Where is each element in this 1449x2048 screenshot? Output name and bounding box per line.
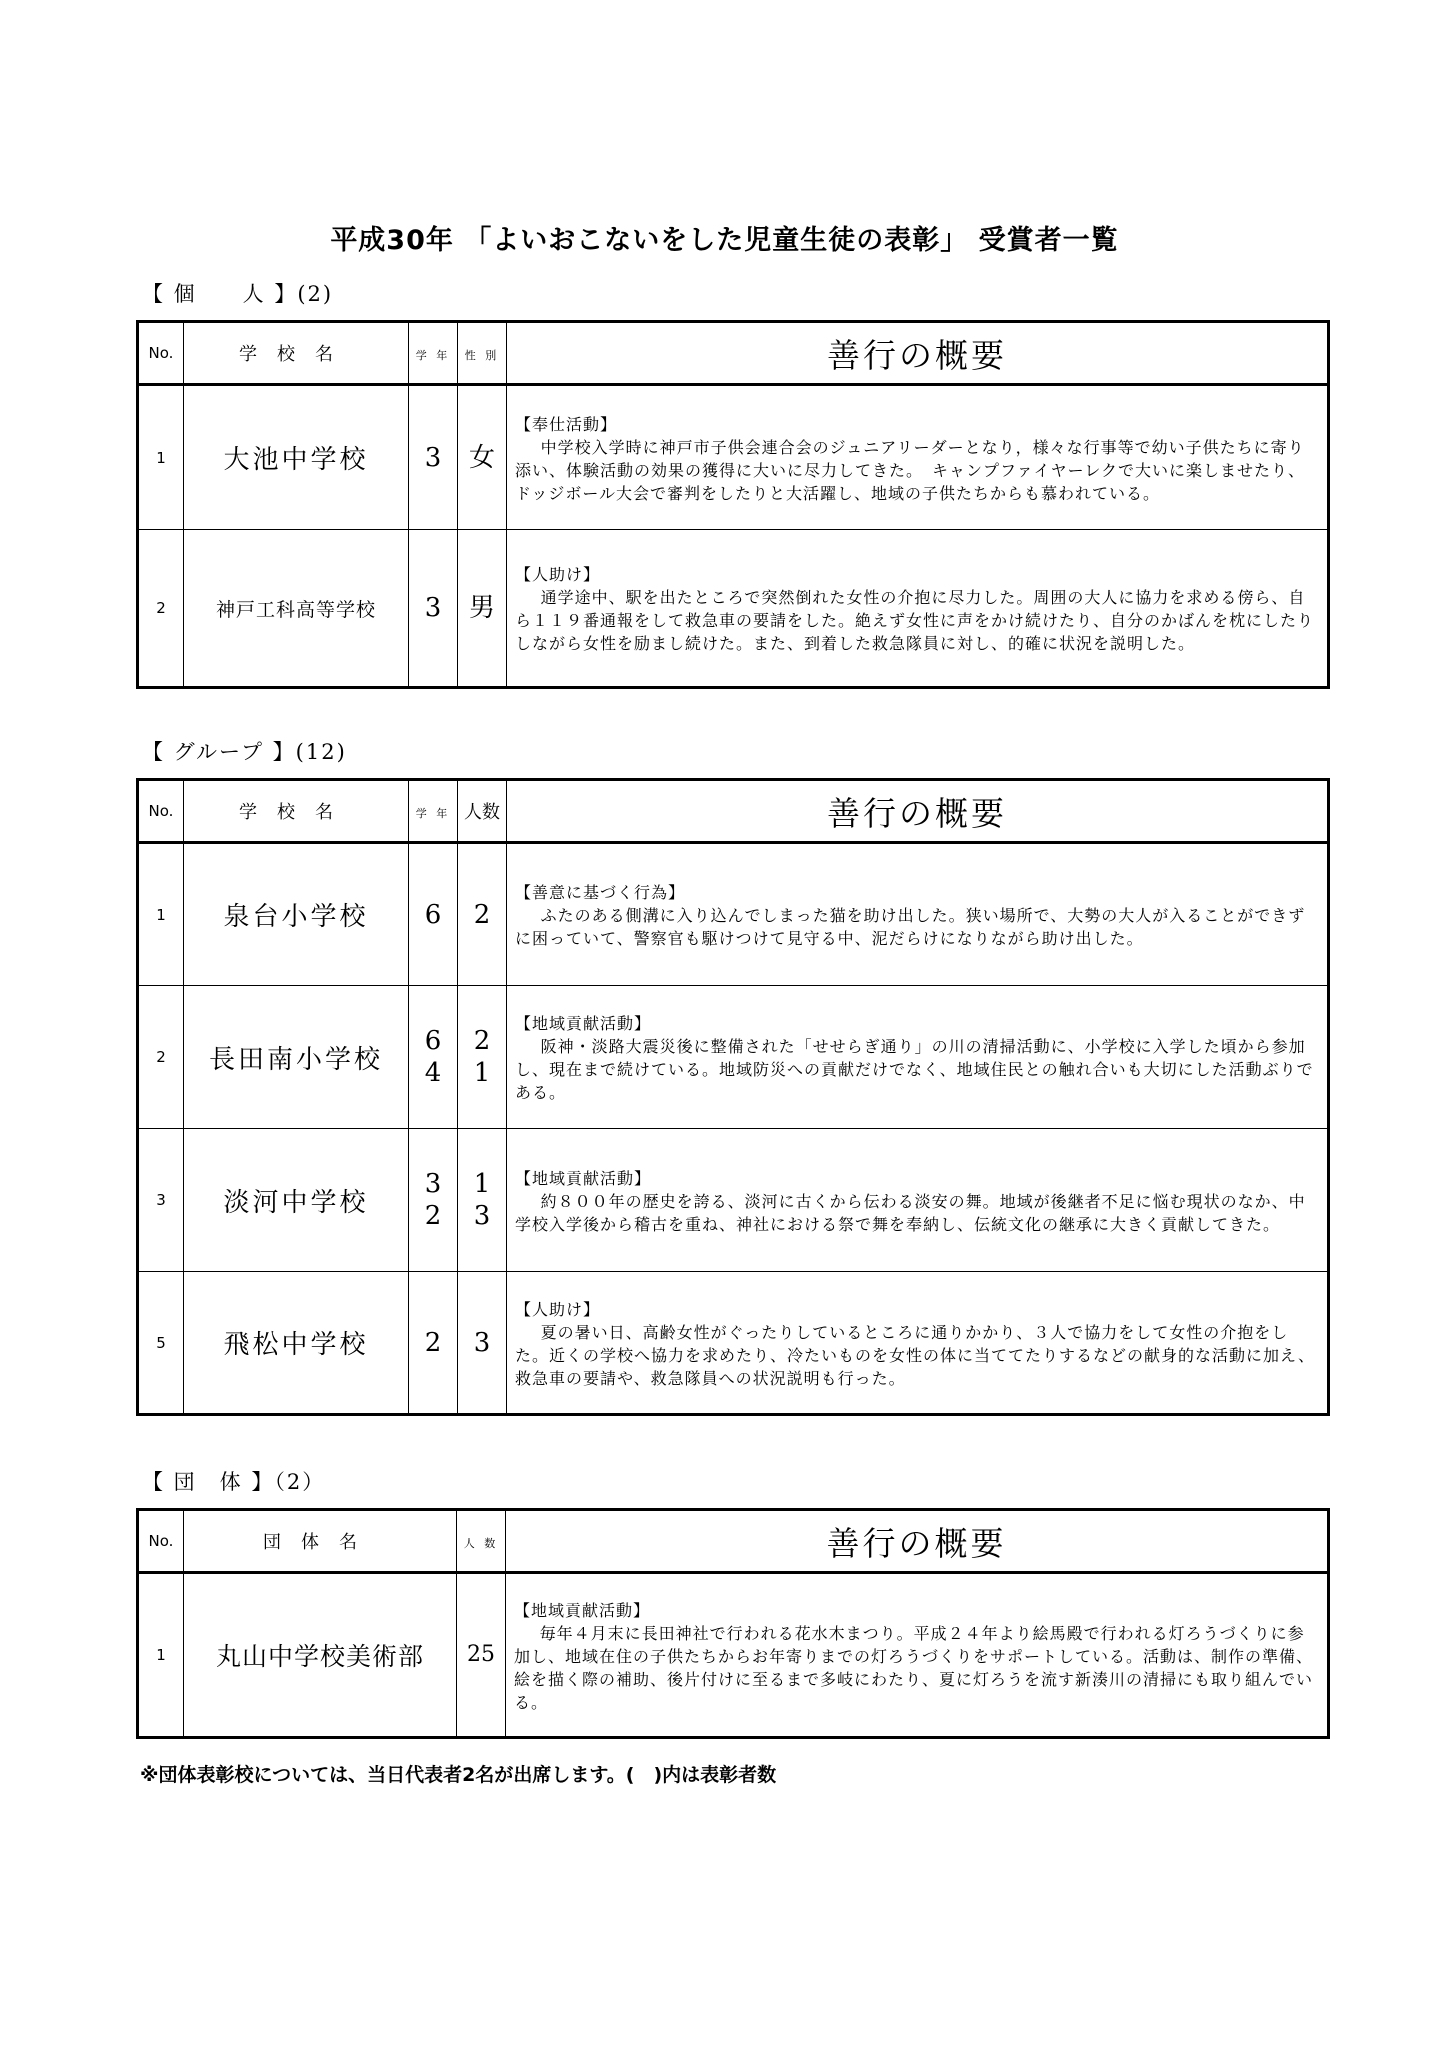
summary-text: 毎年４月末に長田神社で行われる花水木まつり。平成２４年より絵馬殿で行われる灯ろうづくりに参加し、地域在住の子供たちからお年寄りまでの灯ろうづくりをサポートしている。活動は、制作の準備、絵を描く際の補助、後片付けに至るまで多岐にわたり、夏に灯ろうを流す新湊川の清掃にも取り組んでいる。 <box>514 1623 1314 1712</box>
row-summary <box>507 530 1329 688</box>
header-grade: 学 年 <box>409 780 458 843</box>
row-no: 1 <box>138 843 184 986</box>
footnote: ※団体表彰校については、当日代表者2名が出席します。( )内は表彰者数 <box>140 1764 777 1786</box>
row-summary <box>507 843 1329 986</box>
summary-category: 【善意に基づく行為】 <box>515 883 686 902</box>
group-table <box>136 778 1330 1416</box>
row-no: 5 <box>138 1272 184 1415</box>
table-row <box>138 986 1329 1129</box>
row-count: 2 1 <box>458 986 507 1129</box>
row-grade: 2 <box>409 1272 458 1415</box>
header-gender: 性 別 <box>458 322 507 385</box>
row-gender: 男 <box>458 530 507 688</box>
row-school: 大池中学校 <box>184 385 409 530</box>
header-count: 人数 <box>458 780 507 843</box>
row-grade: 6 <box>409 843 458 986</box>
header-grade: 学 年 <box>409 322 458 385</box>
row-grade: 3 2 <box>409 1129 458 1272</box>
row-summary <box>507 1272 1329 1415</box>
row-count: 3 <box>458 1272 507 1415</box>
section-label-group: 【 グループ 】(12) <box>142 740 347 764</box>
summary-category: 【奉仕活動】 <box>515 414 618 434</box>
header-school: 学校名 <box>184 780 409 843</box>
row-no: 2 <box>138 986 184 1129</box>
row-school: 淡河中学校 <box>184 1129 409 1272</box>
row-no: 2 <box>138 530 184 688</box>
table-row <box>138 1272 1329 1415</box>
header-no: No. <box>138 1510 184 1573</box>
row-org: 丸山中学校美術部 <box>184 1573 457 1738</box>
row-no: 1 <box>138 385 184 530</box>
row-school: 泉台小学校 <box>184 843 409 986</box>
row-people: 25 <box>457 1573 506 1738</box>
section-label-organization: 【 団 体 】（2） <box>142 1470 326 1494</box>
row-gender: 女 <box>458 385 507 530</box>
table-row <box>138 530 1329 688</box>
header-org: 団体名 <box>184 1510 457 1573</box>
table-row <box>138 385 1329 530</box>
summary-category: 【地域貢献活動】 <box>515 1168 652 1188</box>
section-label-individual: 【 個 人 】(2) <box>142 282 334 306</box>
individual-header-row <box>138 322 1329 385</box>
organization-table <box>136 1508 1330 1739</box>
page-title: 平成30年 「よいおこないをした児童生徒の表彰」 受賞者一覧 <box>330 225 1119 256</box>
summary-text: 阪神・淡路大震災後に整備された「せせらぎ通り」の川の清掃活動に、小学校に入学した頃から参加し、現在まで続けている。地域防災への貢献だけでなく、地域住民との触れ合いも大切にした活動ぶりである。 <box>515 1037 1314 1102</box>
group-header-row <box>138 780 1329 843</box>
header-summary: 善行の概要 <box>507 780 1329 843</box>
row-grade: 3 <box>409 530 458 688</box>
summary-category: 【人助け】 <box>515 1299 601 1319</box>
organization-header-row <box>138 1510 1329 1573</box>
row-summary <box>506 1573 1329 1738</box>
header-people: 人 数 <box>457 1510 506 1573</box>
summary-text: 約８００年の歴史を誇る、淡河に古くから伝わる淡安の舞。地域が後継者不足に悩む現状のなか、中学校入学後から稽古を重ね、神社における祭で舞を奉納し、伝統文化の継承に大きく貢献してきた。 <box>515 1191 1306 1234</box>
header-no: No. <box>138 322 184 385</box>
row-summary <box>507 1129 1329 1272</box>
table-row <box>138 1573 1329 1738</box>
summary-category: 【地域貢献活動】 <box>515 1014 652 1033</box>
row-summary <box>507 986 1329 1129</box>
individual-table <box>136 320 1330 689</box>
header-summary: 善行の概要 <box>506 1510 1329 1573</box>
row-grade: 6 4 <box>409 986 458 1129</box>
row-grade: 3 <box>409 385 458 530</box>
row-school: 神戸工科高等学校 <box>184 530 409 688</box>
summary-category: 【人助け】 <box>515 565 601 584</box>
table-row <box>138 843 1329 986</box>
header-school: 学校名 <box>184 322 409 385</box>
summary-category: 【地域貢献活動】 <box>514 1600 651 1620</box>
row-school: 長田南小学校 <box>184 986 409 1129</box>
row-school: 飛松中学校 <box>184 1272 409 1415</box>
row-no: 3 <box>138 1129 184 1272</box>
row-count: 1 3 <box>458 1129 507 1272</box>
header-no: No. <box>138 780 184 843</box>
table-row <box>138 1129 1329 1272</box>
row-count: 2 <box>458 843 507 986</box>
summary-text: ふたのある側溝に入り込んでしまった猫を助け出した。狭い場所で、大勢の大人が入ることができずに困っていて、警察官も駆けつけて見守る中、泥だらけになりながら助け出した。 <box>515 906 1306 948</box>
row-summary <box>507 385 1329 530</box>
summary-text: 夏の暑い日、高齢女性がぐったりしているところに通りかかり、３人で協力をして女性の介抱をした。近くの学校へ協力を求めたり、冷たいものを女性の体に当ててたりするなどの献身的な活動に加え、救急車の要請や、救急隊員への状況説明も行った。 <box>515 1322 1315 1388</box>
row-no: 1 <box>138 1573 184 1738</box>
summary-text: 中学校入学時に神戸市子供会連合会のジュニアリーダーとなり，様々な行事等で幼い子供たちに寄り添い、体験活動の効果の獲得に大いに尽力してきた。 キャンプファイヤーレクで大いに楽しませたり、ドッジボール大会で審判をしたりと大活躍し、地域の子供たちからも慕われている。 <box>515 437 1306 503</box>
header-summary: 善行の概要 <box>507 322 1329 385</box>
summary-text: 通学途中、駅を出たところで突然倒れた女性の介抱に尽力した。周囲の大人に協力を求める傍ら、自ら１１９番通報をして救急車の要請をした。絶えず女性に声をかけ続けたり、自分のかばんを枕にしたりしながら女性を励まし続けた。また、到着した救急隊員に対し、的確に状況を説明した。 <box>515 588 1315 653</box>
